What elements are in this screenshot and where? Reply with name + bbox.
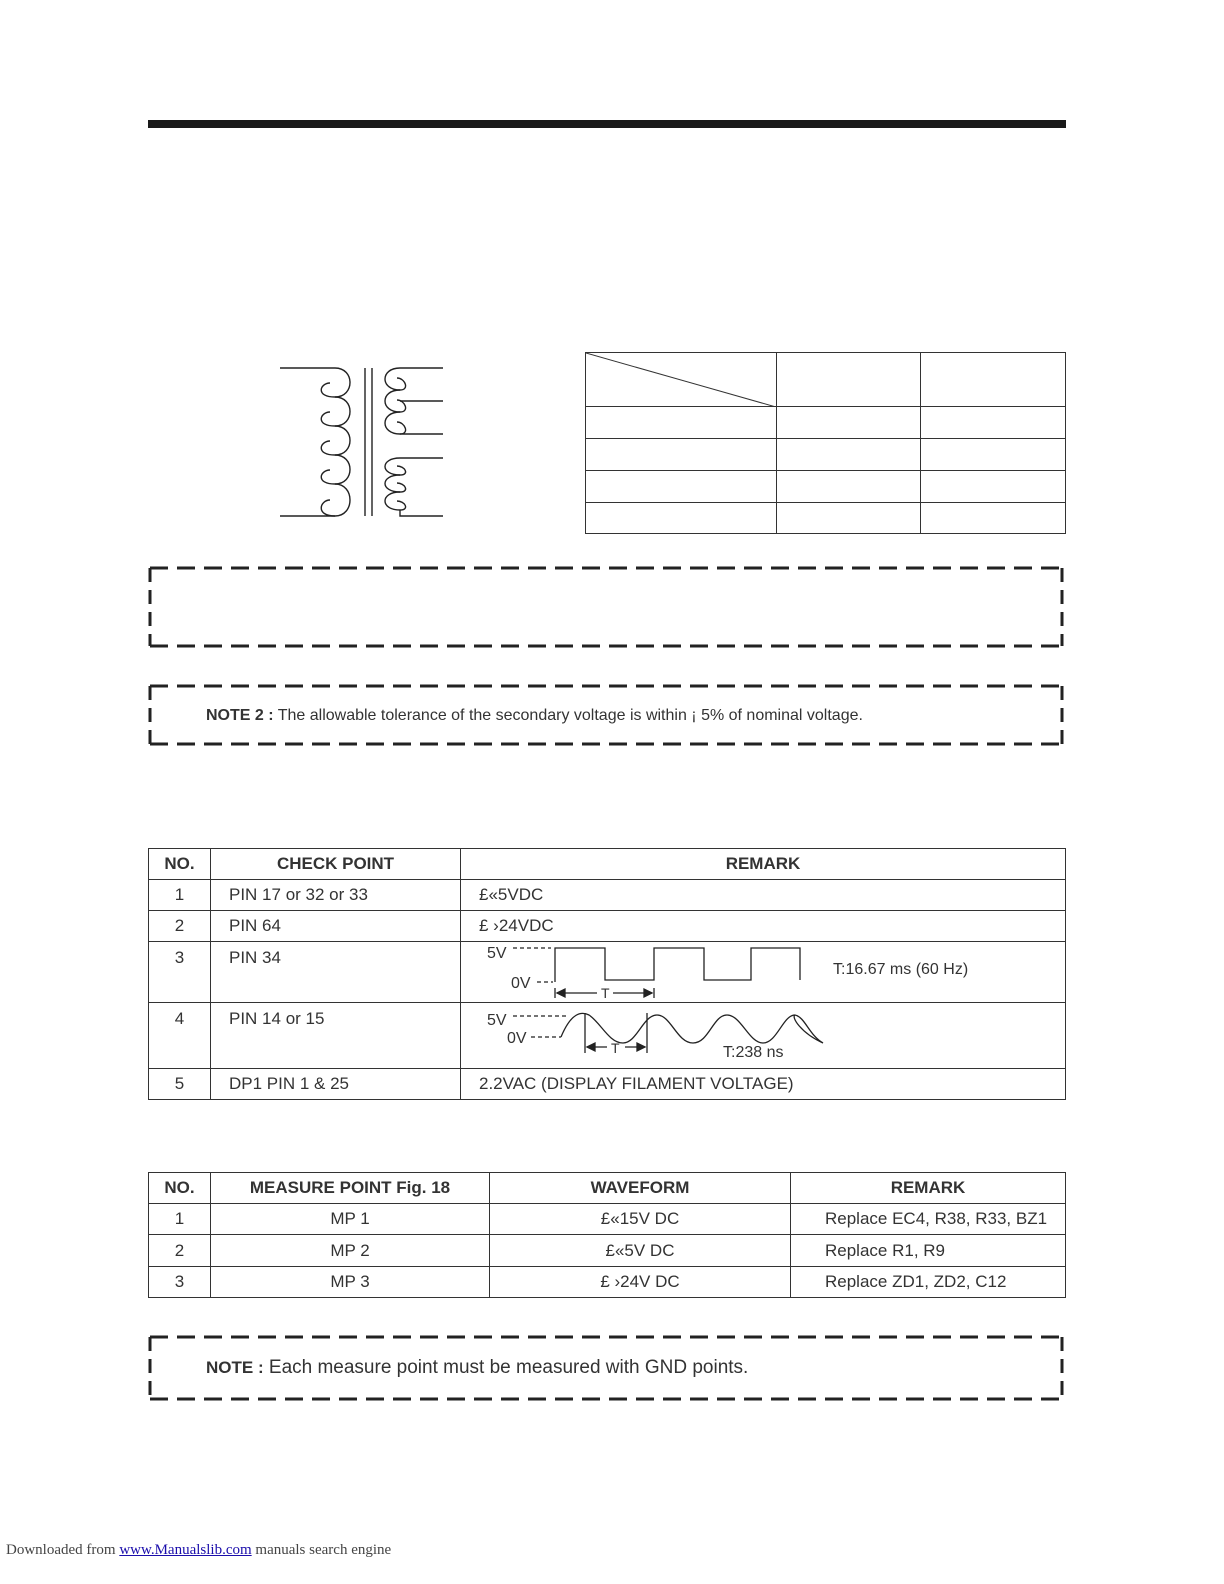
sine-wave-cell	[461, 1003, 1066, 1069]
row-point: PIN 14 or 15	[211, 1003, 461, 1069]
wave-low-label: 0V	[511, 975, 531, 992]
note-2	[206, 707, 863, 725]
row-point: PIN 34	[211, 942, 461, 1003]
spec-cell	[921, 407, 1066, 439]
spec-cell	[586, 407, 777, 439]
header-measure-point: MEASURE POINT Fig. 18	[211, 1173, 490, 1204]
header-no: NO.	[149, 1173, 211, 1204]
wave-low-label: 0V	[507, 1030, 527, 1047]
note-3-text: Each measure point must be measured with GND points.	[268, 1357, 749, 1378]
square-waveform	[461, 942, 1066, 1003]
note-3-label: NOTE :	[206, 1358, 264, 1377]
table-row	[149, 1267, 1066, 1298]
diagonal-header-cell	[586, 353, 777, 407]
note-2-box	[148, 684, 1064, 746]
row-waveform: £«5V DC	[490, 1235, 791, 1267]
manualslib-link[interactable]: www.Manualslib.com	[119, 1542, 252, 1558]
row-remark: £«5VDC	[461, 880, 1066, 911]
spec-cell	[586, 503, 777, 534]
row-no: 3	[149, 1267, 211, 1298]
header-waveform: WAVEFORM	[490, 1173, 791, 1204]
row-remark: Replace EC4, R38, R33, BZ1	[791, 1204, 1066, 1235]
table-row	[149, 1235, 1066, 1267]
row-waveform: £ ›24V DC	[490, 1267, 791, 1298]
note-box-empty	[148, 566, 1064, 648]
header-no: NO.	[149, 849, 211, 880]
row-remark: Replace ZD1, ZD2, C12	[791, 1267, 1066, 1298]
wave-high-label: 5V	[487, 945, 507, 962]
diagonal-line	[586, 353, 776, 407]
check-point-table	[148, 848, 1066, 1100]
wave-period-mark: T	[601, 985, 610, 1001]
table-row	[149, 880, 1066, 911]
transformer-symbol	[275, 360, 450, 525]
top-rule	[148, 120, 1066, 128]
table-row	[149, 911, 1066, 942]
table-row	[149, 942, 1066, 1003]
spec-cell	[921, 471, 1066, 503]
row-no: 1	[149, 1204, 211, 1235]
spec-cell	[921, 353, 1066, 407]
spec-cell	[921, 503, 1066, 534]
row-point: MP 2	[211, 1235, 490, 1267]
note-2-text: The allowable tolerance of the secondary voltage is within ¡ 5% of nominal voltage.	[277, 707, 863, 724]
row-point: PIN 64	[211, 911, 461, 942]
spec-cell	[777, 439, 921, 471]
row-no: 1	[149, 880, 211, 911]
row-no: 4	[149, 1003, 211, 1069]
wave-period-text: T:16.67 ms (60 Hz)	[833, 961, 969, 978]
row-no: 2	[149, 911, 211, 942]
footer-suffix: manuals search engine	[255, 1542, 392, 1558]
row-point: DP1 PIN 1 & 25	[211, 1069, 461, 1100]
header-check-point: CHECK POINT	[211, 849, 461, 880]
table-row	[149, 1204, 1066, 1235]
square-wave-cell	[461, 942, 1066, 1003]
transformer-spec-table	[585, 352, 1066, 534]
row-remark: Replace R1, R9	[791, 1235, 1066, 1267]
footer-prefix: Downloaded from	[6, 1542, 116, 1558]
row-no: 3	[149, 942, 211, 1003]
table-row	[149, 1069, 1066, 1100]
row-point: MP 1	[211, 1204, 490, 1235]
footer	[6, 1542, 391, 1559]
spec-cell	[777, 353, 921, 407]
note-2-label: NOTE 2 :	[206, 707, 274, 724]
spec-cell	[921, 439, 1066, 471]
header-remark: REMARK	[791, 1173, 1066, 1204]
wave-high-label: 5V	[487, 1012, 507, 1029]
row-waveform: £«15V DC	[490, 1204, 791, 1235]
spec-cell	[777, 471, 921, 503]
wave-period-text: T:238 ns	[723, 1044, 784, 1061]
row-point: MP 3	[211, 1267, 490, 1298]
table-row	[149, 1003, 1066, 1069]
note-3	[206, 1357, 748, 1379]
row-no: 5	[149, 1069, 211, 1100]
dashed-frame	[148, 566, 1064, 648]
spec-cell	[777, 503, 921, 534]
spec-cell	[586, 471, 777, 503]
row-no: 2	[149, 1235, 211, 1267]
spec-cell	[777, 407, 921, 439]
sine-waveform	[461, 1003, 1066, 1069]
row-point: PIN 17 or 32 or 33	[211, 880, 461, 911]
note-3-box	[148, 1335, 1064, 1401]
row-remark: 2.2VAC (DISPLAY FILAMENT VOLTAGE)	[461, 1069, 1066, 1100]
measure-point-table	[148, 1172, 1066, 1298]
wave-period-mark: T	[611, 1040, 620, 1056]
row-remark: £ ›24VDC	[461, 911, 1066, 942]
header-remark: REMARK	[461, 849, 1066, 880]
spec-cell	[586, 439, 777, 471]
